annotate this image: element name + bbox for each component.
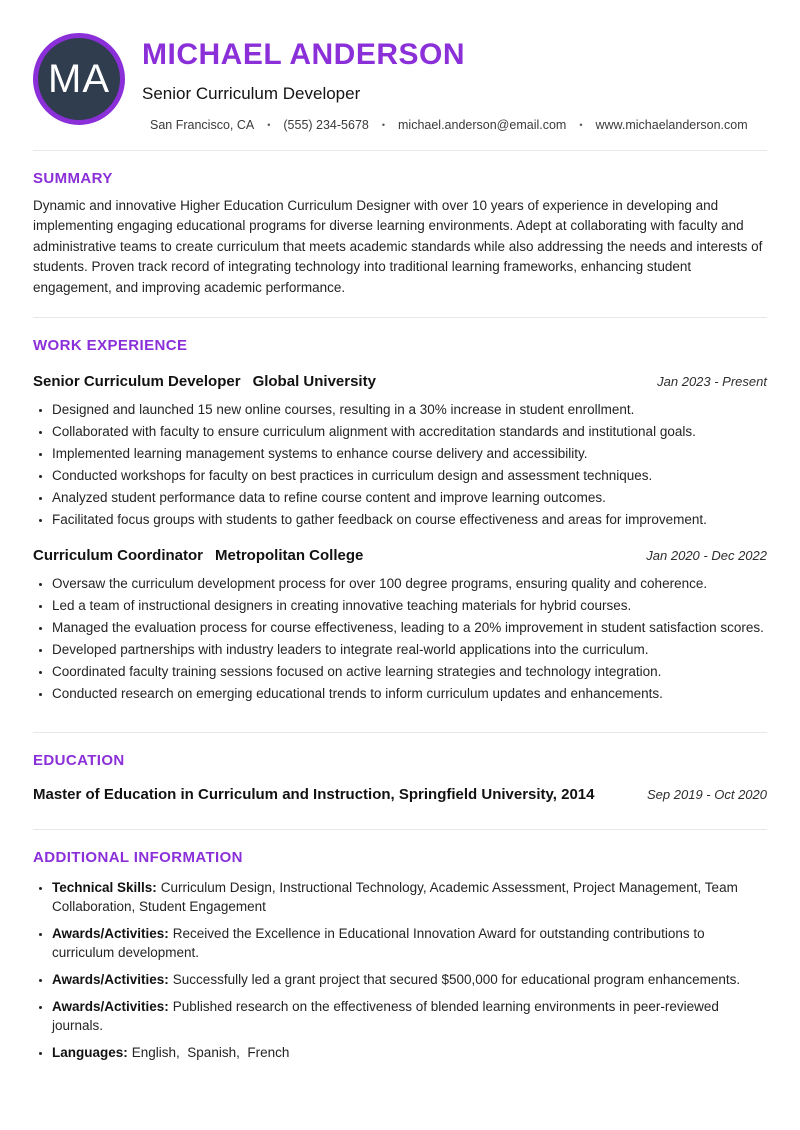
list-item [52, 1043, 767, 1062]
item-text: Successfully led a grant project that secured $500,000 for educational program enhancements. [172, 972, 741, 988]
item-text: Curriculum Design, Instructional Technology, Academic Assessment, Project Management, Team Collaboration, Student Engagement [52, 880, 742, 915]
bullet-separator: • [579, 120, 583, 130]
list-item [52, 924, 767, 962]
job-bullet: • Conducted workshops for faculty on best practices in curriculum design and assessment techniques. [52, 467, 767, 484]
additional-info-heading: ADDITIONAL INFORMATION [33, 849, 243, 867]
list-item [52, 970, 767, 989]
contact-email: michael.anderson@email.com [398, 118, 567, 132]
job-bullet-list [33, 575, 767, 702]
job-bullet: • Developed partnerships with industry leaders to integrate real-world applications into the curriculum. [52, 641, 767, 658]
item-text: Received the Excellence in Educational Innovation Award for outstanding contributions to curriculum development. [52, 926, 709, 961]
job-title: Curriculum Coordinator [33, 547, 204, 565]
education-entry [33, 786, 767, 803]
job-bullet: • Collaborated with faculty to ensure curriculum alignment with accreditation standards and institutional goals. [52, 423, 767, 440]
job-title: Senior Curriculum Developer [33, 373, 241, 391]
person-title: Senior Curriculum Developer [142, 84, 361, 103]
job-dates: Jan 2020 - Dec 2022 [646, 548, 767, 564]
job-entry [33, 547, 767, 702]
summary-text: Dynamic and innovative Higher Education Curriculum Designer with over 10 years of experience in developing and implementing engaging educational programs for diverse learning environments. Adept at collaborating with faculty and administrative teams to create curriculum that meets academic standards while also addressing the needs and interests of students. Proven track record of integrating technology into traditional learning frameworks, enhancing student engagement, and improving academic performance. [33, 198, 763, 295]
job-bullet: • Oversaw the curriculum development process for over 100 degree programs, ensuring quality and coherence. [52, 575, 767, 592]
item-label: Technical Skills: [52, 880, 157, 896]
list-item [52, 997, 767, 1035]
additional-info-section [0, 849, 800, 1062]
job-entry [33, 373, 767, 528]
job-bullet: • Designed and launched 15 new online courses, resulting in a 30% increase in student enrollment. [52, 401, 767, 418]
job-header [33, 547, 767, 564]
contact-location: San Francisco, CA [150, 118, 255, 132]
item-text: English, Spanish, French [131, 1045, 290, 1061]
job-bullet: • Conducted research on emerging educational trends to inform curriculum updates and enhancements. [52, 685, 767, 702]
work-experience-heading: WORK EXPERIENCE [33, 337, 188, 355]
job-dates: Jan 2023 - Present [657, 374, 767, 390]
resume-header [0, 0, 800, 132]
avatar-initials: MA [48, 56, 110, 101]
summary-section [0, 170, 800, 298]
item-label: Awards/Activities: [52, 999, 169, 1015]
avatar [33, 33, 125, 125]
summary-heading: SUMMARY [33, 170, 113, 187]
job-bullet: • Implemented learning management systems to enhance course delivery and accessibility. [52, 445, 767, 462]
section-divider [33, 317, 767, 318]
job-bullet-list [33, 401, 767, 528]
person-name: MICHAEL ANDERSON [142, 38, 466, 71]
bullet-separator: • [381, 120, 386, 130]
section-divider [33, 829, 767, 830]
job-bullet: • Led a team of instructional designers in creating innovative teaching materials for hybrid courses. [52, 597, 767, 614]
additional-info-list [33, 878, 767, 1062]
section-divider [33, 150, 767, 151]
job-bullet: • Managed the evaluation process for course effectiveness, leading to a 20% improvement in student satisfaction scores. [52, 619, 767, 636]
job-bullet: • Analyzed student performance data to refine course content and improve learning outcomes. [52, 489, 767, 506]
job-bullet: • Facilitated focus groups with students to gather feedback on course effectiveness and areas for improvement. [52, 511, 767, 528]
bullet-separator: • [267, 120, 271, 130]
job-title-group [33, 373, 376, 390]
education-section [0, 752, 800, 803]
education-dates: Sep 2019 - Oct 2020 [647, 787, 767, 803]
contact-row [150, 118, 748, 132]
item-label: Languages: [52, 1045, 128, 1061]
list-item [52, 878, 767, 916]
job-company: Metropolitan College [215, 547, 364, 565]
job-bullet: • Coordinated faculty training sessions focused on active learning strategies and technology integration. [52, 663, 767, 680]
header-text [142, 30, 748, 132]
work-experience-section [0, 337, 800, 702]
contact-phone: (555) 234-5678 [283, 118, 369, 132]
item-label: Awards/Activities: [52, 926, 169, 942]
job-title-group [33, 547, 363, 564]
job-company: Global University [252, 373, 376, 391]
item-text: Published research on the effectiveness of blended learning environments in peer-reviewed journals. [52, 999, 723, 1034]
section-divider [33, 732, 767, 733]
contact-website: www.michaelanderson.com [595, 118, 748, 132]
education-degree: Master of Education in Curriculum and Instruction, Springfield University, 2014 [33, 786, 595, 804]
item-label: Awards/Activities: [52, 972, 169, 988]
education-heading: EDUCATION [33, 752, 125, 770]
job-header [33, 373, 767, 390]
